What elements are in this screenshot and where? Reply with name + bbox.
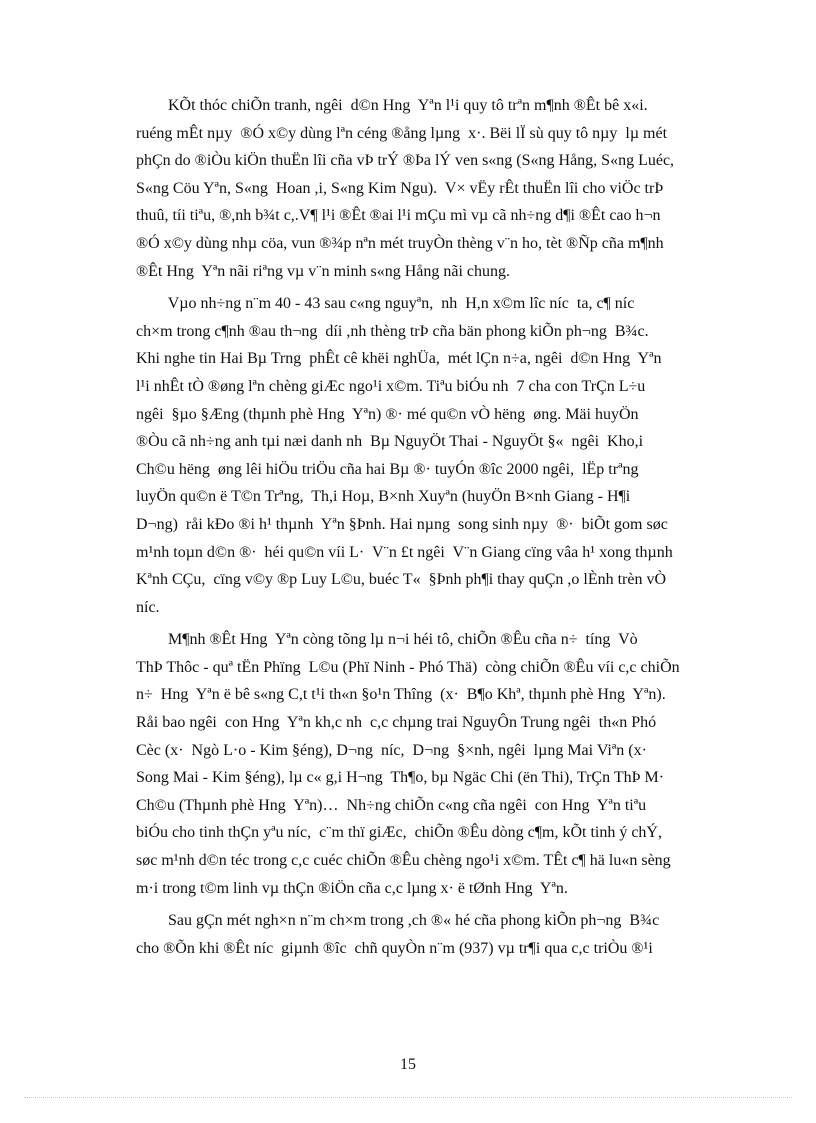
text-line: biÓu cho tinh thÇn yªu níc, c¨m thï giÆc, chiÕn ®Êu dòng c¶m, kÕt tinh ý chÝ, [136, 824, 662, 842]
paragraph [136, 626, 766, 902]
paragraph [136, 92, 766, 285]
text-line: ®Ó x©y dùng nhµ cöa, vun ®¾p nªn mét truyÒn thèng v¨n ho, tèt ®Ñp cña m¶nh [136, 234, 664, 252]
text-line: Ch©u hëng øng lêi hiÖu triÖu cña hai Bµ ®· tuyÓn ®îc 2000 ngêi, lËp trªng [136, 460, 639, 478]
body-text [136, 92, 766, 967]
text-line: ®Òu cã nh÷ng anh tµi næi danh nh Bµ NguyÖt Thai - NguyÖt §« ngêi Kho,i [136, 433, 644, 451]
text-line: phÇn do ®iÒu kiÖn thuËn lîi cña vÞ trÝ ®Þa lÝ ven s«ng (S«ng Hång, S«ng Luéc, [136, 152, 675, 170]
text-line: Sau gÇn mét ngh×n n¨m ch×m trong ,ch ®« hé cña phong kiÕn ph¬ng B¾c [136, 912, 660, 930]
text-line: Vµo nh÷ng n¨m 40 - 43 sau c«ng nguyªn, nh H,n x©m lîc níc ta, c¶ níc [136, 295, 635, 313]
text-line: Råi bao ngêi con Hng Yªn kh,c nh c,c chµng trai NguyÔn Trung ngêi th«n Phó [136, 714, 657, 732]
text-line: l¹i nhÊt tÒ ®øng lªn chèng giÆc ngo¹i x©m. Tiªu biÓu nh 7 cha con TrÇn L÷u [136, 377, 646, 395]
text-line: KÕt thóc chiÕn tranh, ngêi d©n Hng Yªn l¹i quy tô trªn m¶nh ®Êt bê x«i. [136, 97, 648, 114]
text-line: ruéng mÊt nµy ®Ó x©y dùng lªn céng ®ång lµng x·. Bëi lÏ sù quy tô nµy lµ mét [136, 124, 668, 142]
text-line: ngêi §µo §Æng (thµnh phè Hng Yªn) ®· mé qu©n vÒ hëng øng. Mäi huyÖn [136, 405, 639, 423]
page-number: 15 [400, 1056, 416, 1073]
text-line: Khi nghe tin Hai Bµ Trng phÊt cê khëi nghÜa, mét lÇn n÷a, ngêi d©n Hng Yªn [136, 350, 662, 368]
text-line: níc. [136, 598, 160, 616]
text-line: luyÖn qu©n ë T©n Trªng, Th,i Hoµ, B×nh Xuyªn (huyÖn B×nh Giang - H¶i [136, 488, 631, 506]
text-line: ch×m trong c¶nh ®au th¬ng díi ,nh thèng trÞ cña bän phong kiÕn ph¬ng B¾c. [136, 322, 649, 340]
paragraph [136, 907, 766, 962]
text-line: Kªnh CÇu, cïng v©y ®p Luy L©u, buéc T« §Þnh ph¶i thay quÇn ,o lÈnh trèn vÒ [136, 571, 667, 589]
text-line: søc m¹nh d©n téc trong c,c cuéc chiÕn ®Êu chèng ngo¹i x©m. TÊt c¶ hä lu«n sèng [136, 852, 671, 870]
page-footer-rule [24, 1097, 792, 1098]
text-line: cho ®Õn khi ®Êt níc giµnh ®îc chñ quyÒn n¨m (937) vµ tr¶i qua c,c triÒu ®¹i [136, 939, 653, 957]
text-line: m·i trong t©m linh vµ thÇn ®iÖn cña c,c lµng x· ë tØnh Hng Yªn. [136, 879, 568, 897]
text-line: m¹nh toµn d©n ®· héi qu©n víi L· V¨n £t ngêi V¨n Giang cïng vâa h¹ xong thµnh [136, 543, 673, 561]
text-line: S«ng Cöu Yªn, S«ng Hoan ,i, S«ng Kim Ngu). V× vËy rÊt thuËn lîi cho viÖc trÞ [136, 179, 664, 197]
text-line: M¶nh ®Êt Hng Yªn còng tõng lµ n¬i héi tô, chiÕn ®Êu cña n÷ tíng Vò [136, 631, 638, 649]
text-line: Song Mai - Kim §éng), lµ c« g,i H¬ng Th¶o, bµ Ngäc Chi (ën Thi), TrÇn ThÞ M· [136, 769, 665, 787]
text-line: D¬ng) råi kÐo ®i h¹ thµnh Yªn §Þnh. Hai nµng song sinh nµy ®· biÕt gom søc [136, 515, 668, 533]
text-line: thuû, tíi tiªu, ®,nh b¾t c,.V¶ l¹i ®Êt ®ai l¹i mÇu mì vµ cã nh÷ng d¶i ®Êt cao h¬n [136, 207, 661, 225]
text-line: n÷ Hng Yªn ë bê s«ng C,t t¹i th«n §o¹n Thîng (x· B¶o Khª, thµnh phè Hng Yªn). [136, 686, 666, 704]
text-line: ®Êt Hng Yªn nãi riªng vµ v¨n minh s«ng Hång nãi chung. [136, 262, 511, 280]
text-line: ThÞ Thôc - quª tËn Phïng L©u (Phï Ninh - Phó Thä) còng chiÕn ®Êu víi c,c chiÕn [136, 658, 680, 676]
text-line: Cèc (x· Ngò L·o - Kim §éng), D¬ng níc, D¬ng §×nh, ngêi lµng Mai Viªn (x· [136, 741, 647, 759]
paragraph [136, 290, 766, 621]
text-line: Ch©u (Thµnh phè Hng Yªn)… Nh÷ng chiÕn c«ng cña ngêi con Hng Yªn tiªu [136, 796, 647, 814]
